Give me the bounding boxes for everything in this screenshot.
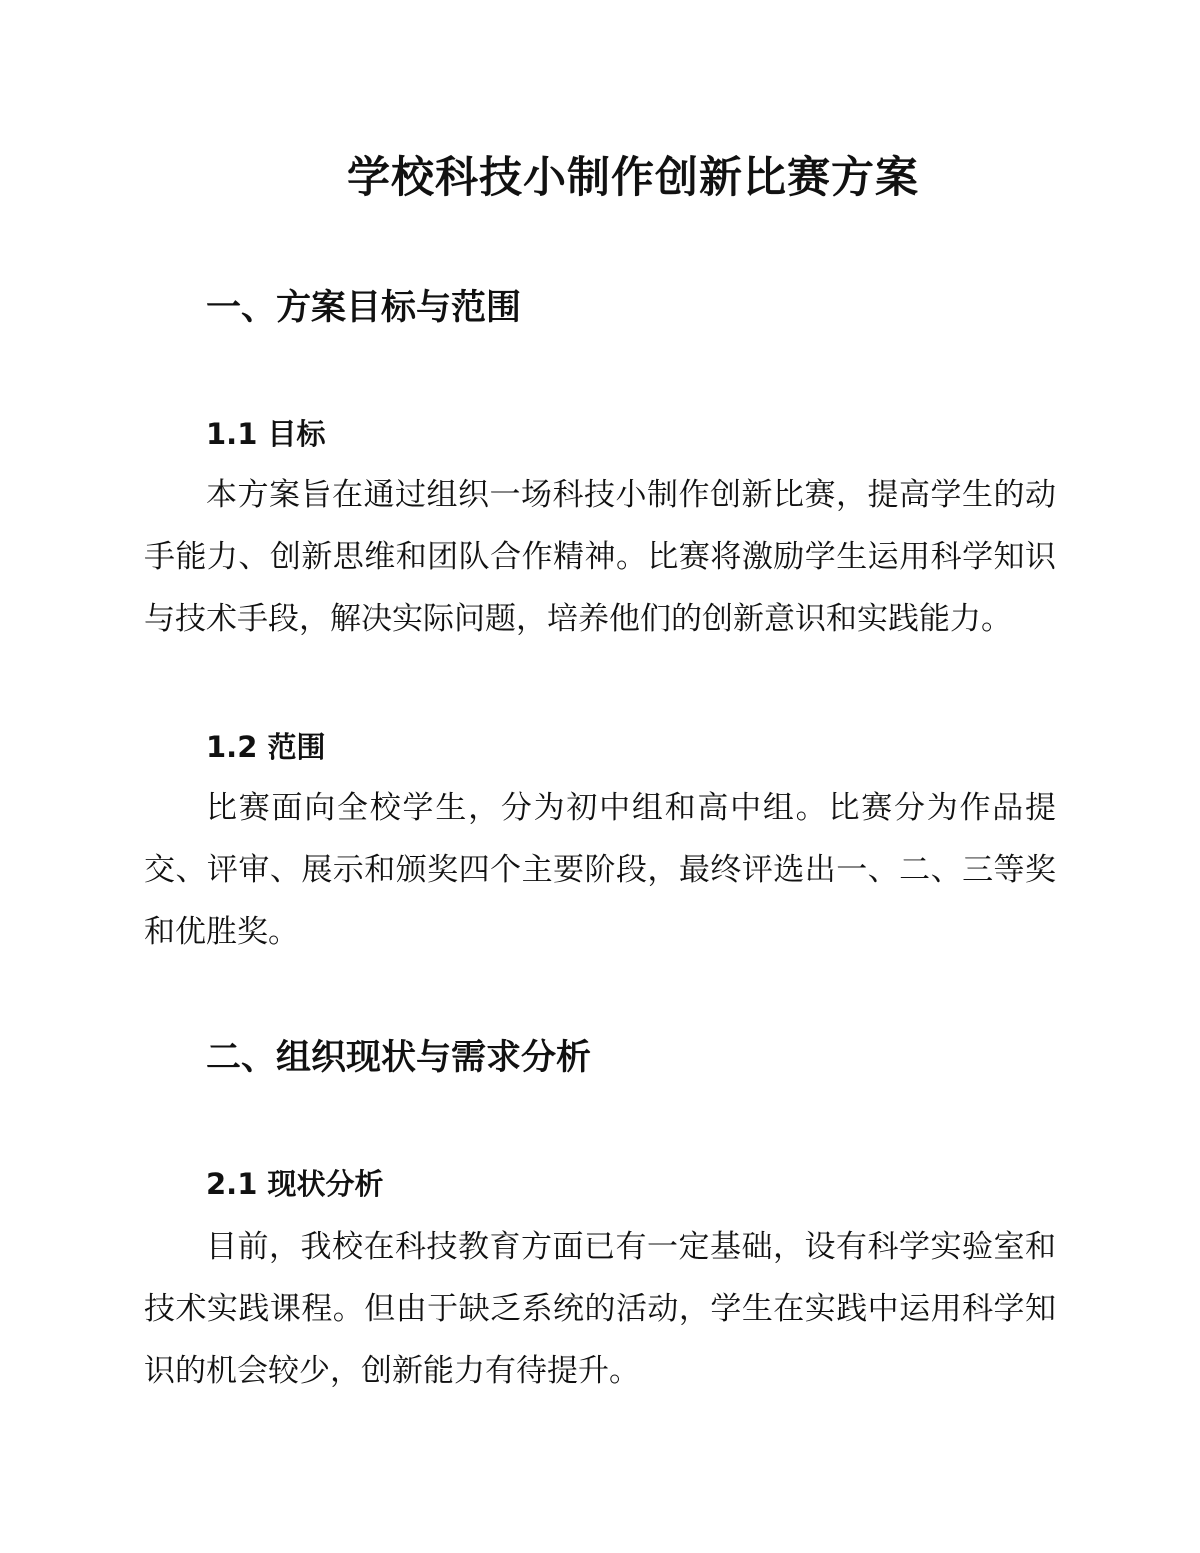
- document-title: 学校科技小制作创新比赛方案: [347, 153, 919, 203]
- paragraph-1-1: 本方案旨在通过组织一场科技小制作创新比赛，提高学生的动手能力、创新思维和团队合作精神。比赛将激励学生运用科学知识与技术手段，解决实际问题，培养他们的创新意识和实践能力。: [144, 477, 1056, 637]
- paragraph-2-1: 目前，我校在科技教育方面已有一定基础，设有科学实验室和技术实践课程。但由于缺乏系统的活动，学生在实践中运用科学知识的机会较少，创新能力有待提升。: [144, 1229, 1056, 1389]
- section-heading-1: 一、方案目标与范围: [206, 288, 522, 328]
- subsection-heading-1-1: 1.1 目标: [206, 417, 326, 451]
- subsection-heading-1-2: 1.2 范围: [206, 730, 326, 764]
- section-heading-2: 二、组织现状与需求分析: [206, 1038, 592, 1078]
- paragraph-1-2: 比赛面向全校学生，分为初中组和高中组。比赛分为作品提交、评审、展示和颁奖四个主要阶段，最终评选出一、二、三等奖和优胜奖。: [144, 790, 1056, 950]
- subsection-heading-2-1: 2.1 现状分析: [206, 1167, 384, 1201]
